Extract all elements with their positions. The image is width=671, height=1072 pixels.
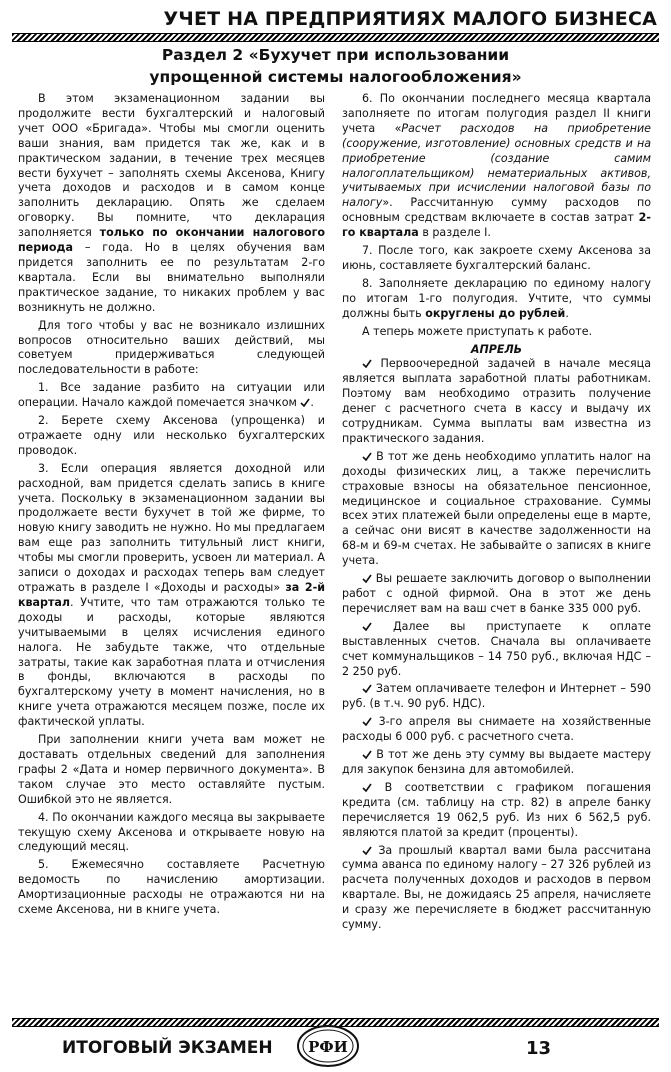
page-header (0, 0, 671, 42)
logo-text: РФИ (308, 1038, 348, 1056)
emphasis: 2-го квартала (342, 211, 651, 240)
operation-item: Затем оплачиваете телефон и Интернет – 590 руб. (в т.ч. 90 руб. НДС). (342, 682, 651, 711)
checkmark-icon (300, 398, 310, 407)
paragraph: При заполнении книги учета вам может не доставать отдельных сведений для заполнения графы 2 «Дата и номер первичного документа». В таком случае это место оставляйте пустым. Ошибкой это не является. (18, 733, 325, 806)
left-column (18, 92, 325, 918)
rfi-logo-icon (296, 1024, 360, 1068)
header-rule (12, 33, 659, 42)
paragraph: 1. Все задание разбито на ситуации или операции. Начало каждой помечается значком . (18, 381, 325, 410)
paragraph: Для того чтобы у вас не возникало излишних вопросов относительно ваших действий, мы советуем придерживаться следующей последовательности в работе: (18, 318, 325, 377)
checkmark-icon (362, 750, 372, 759)
operation-item: Вы решаете заключить договор о выполнении работ с одной фирмой. Она в этот же день перечисляет вам на ваш счет в банке 335 000 руб. (342, 572, 652, 615)
paragraph: 3. Если операция является доходной или расходной, вам придется сделать запись в книге учета. Поскольку в экзаменационном задании вы продолжаете вести бухучет в той же фирме, то новую книгу заводить не нужно. Но мы предлагаем вам еще раз заполнить титульный лист книги, чтобы мы смогли проверить, усвоен ли материал. А записи о доходах и расходах теперь вам следует отражать в разделе I «Доходы и расходы» за 2-й квартал. Учтите, что там отражаются только те доходы и расходы, которые являются учитываемыми в целях исчисления единого налога. Не забудьте также, что отдельные затраты, такие как заработная плата и отчисления в фонды, включаются в расходы по бухгалтерскому учету в момент начисления, но в книге учета отражаются месяцем позже, после их фактической уплаты. (18, 461, 325, 729)
operation-item: В соответствии с графиком погашения кредита (см. таблицу на стр. 82) в апреле банку перечисляется 19 062,5 руб. Из них 6 562,5 руб. являются платой за кредит (проценты). (342, 780, 651, 839)
checkmark-icon (362, 846, 372, 855)
running-header-title: УЧЕТ НА ПРЕДПРИЯТИЯХ МАЛОГО БИЗНЕСА (163, 8, 657, 30)
footer-title: ИТОГОВЫЙ ЭКЗАМЕН (62, 1038, 273, 1058)
month-heading: АПРЕЛЬ (470, 342, 523, 356)
operation-item: Далее вы приступаете к оплате выставленных счетов. Сначала вы оплачиваете счет коммунальщиков – 14 750 руб., включая НДС – 2 250 руб. (342, 619, 652, 678)
paragraph: 2. Берете схему Аксенова (упрощенка) и отражаете одну или несколько бухгалтерских проводок. (18, 414, 325, 457)
paragraph: В этом экзаменационном задании вы продолжите вести бухгалтерский и налоговый учет ООО «Бригада». Чтобы мы смогли оценить ваши знания, вам придется так же, как и в практическом задании, в течение трех месяцев вести бухучет – заполнять схемы Аксенова, Книгу учета доходов и расходов и в самом конце заполнить декларацию. Опять же сделаем оговорку. Вы помните, что декларация заполняется только по окончании налогового периода – года. Но в целях обучения вам придется заполнить ее по результатам 2-го квартала. Если вы внимательно выполняли практическое задание, то никаких проблем у вас возникнуть не должно. (18, 92, 325, 314)
checkmark-icon (362, 717, 372, 726)
right-column (342, 92, 651, 933)
operation-item: За прошлый квартал вами была рассчитана сумма аванса по единому налогу – 27 326 рублей из расчета полученных доходов и расходов в первом квартале. Вы, не дожидаясь 25 апреля, начисляете и сразу же перечисляете в бюджет рассчитанную сумму. (342, 843, 651, 932)
paragraph: 4. По окончании каждого месяца вы закрываете текущую схему Аксенова и открываете новую на следующий месяц. (18, 810, 325, 854)
paragraph: А теперь можете приступать к работе. (362, 324, 593, 338)
checkmark-icon (362, 684, 372, 693)
paragraph: 5. Ежемесячно составляете Расчетную ведомость по начислению амортизации. Амортизационные расходы не отражаются ни на схеме Аксенова, ни в книге учета. (18, 858, 325, 917)
operations-list (342, 357, 651, 933)
section-title-line-2: упрощенной системы налогообложения» (149, 68, 522, 86)
italic-text: Расчет расходов на приобретение (сооружение, изготовление) основных средств и на приобретение (создание самим налогоплательщиком) нематериальных активов, учитываемых при исчислении налоговой базы по налогу (342, 121, 651, 210)
checkmark-icon (362, 452, 372, 461)
checkmark-icon (362, 783, 372, 792)
section-title-line-1: Раздел 2 «Бухучет при использовании (161, 46, 510, 64)
paragraph: 8. Заполняете декларацию по единому налогу по итогам 1-го полугодия. Учтите, что суммы должны быть округлены до рублей. (342, 276, 651, 320)
checkmark-icon (362, 574, 372, 583)
emphasis: округлены до рублей (425, 306, 566, 320)
page-number: 13 (526, 1038, 552, 1059)
operation-item: Первоочередной задачей в начале месяца является выплата заработной платы работникам. Поэтому вам необходимо отразить получение денег с расчетного счета в кассу и выдачу их сотрудникам. Сумма выплаты вам известна из практического задания. (342, 357, 651, 445)
emphasis: за 2-й квартал (18, 581, 325, 609)
checkmark-icon (362, 359, 372, 368)
emphasis: только по окончании налогового периода (18, 226, 325, 255)
operation-item: 3-го апреля вы снимаете на хозяйственные расходы 6 000 руб. с расчетного счета. (342, 715, 652, 744)
paragraph: 6. По окончании последнего месяца квартала заполняете по итогам полугодия раздел II книги учета «Расчет расходов на приобретение (сооружение, изготовление) основных средств и на приобретение (создание самим налогоплательщиком) нематериальных активов, учитываемых при исчислении налоговой базы по налогу». Рассчитанную сумму расходов по основным средствам включаете в состав затрат 2-го квартала в разделе I. (342, 92, 651, 240)
operation-item: В тот же день необходимо уплатить налог на доходы физических лиц, а также перечислить страховые взносы на обязательное пенсионное, медицинское и социальное страхование. Суммы всех этих платежей были определены еще в марте, а сейчас они висят в качестве задолженности на 68-м и 69-м счетах. Не забывайте о записях в книге учета. (342, 449, 652, 568)
checkmark-icon (362, 622, 372, 631)
paragraph: 7. После того, как закроете схему Аксенова за июнь, составляете бухгалтерский баланс. (342, 244, 651, 272)
section-title (0, 44, 671, 88)
page-footer (0, 1012, 671, 1072)
operation-item: В тот же день эту сумму вы выдаете мастеру для закупок бензина для автомобилей. (342, 748, 652, 776)
